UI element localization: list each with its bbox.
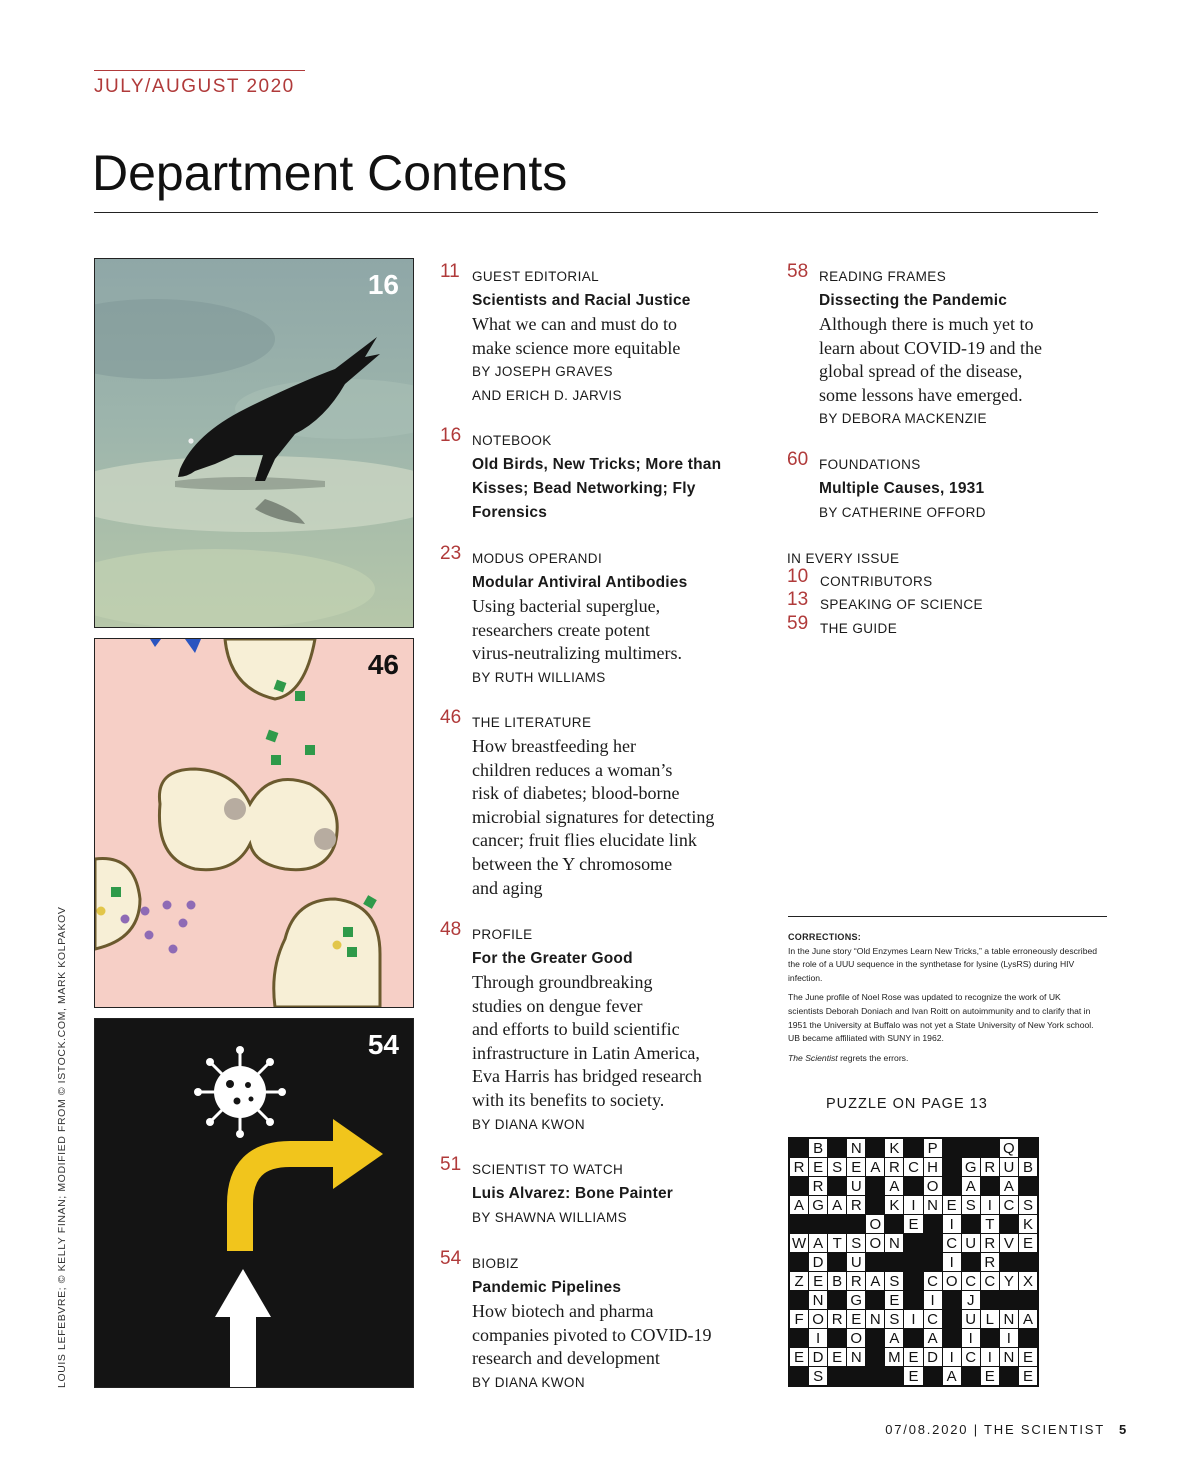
entry-desc: and aging (472, 877, 543, 898)
issue-rule (94, 70, 305, 71)
corrections-regret: regrets the errors. (837, 1052, 909, 1063)
crossword-cell (828, 1253, 846, 1271)
crossword-cell: R (809, 1177, 827, 1195)
crossword-cell: T (981, 1215, 999, 1233)
crossword-cell (943, 1139, 961, 1157)
photo-cells (94, 638, 414, 1008)
entry-desc: What we can and must do to (472, 314, 677, 334)
crossword-cell (828, 1367, 846, 1385)
crossword-cell: I (904, 1196, 922, 1214)
crossword-cell (904, 1272, 922, 1290)
entry-byline: BY JOSEPH GRAVES (472, 364, 613, 380)
entry-headline: Multiple Causes, 1931 (819, 480, 985, 497)
entry-notebook[interactable] (440, 425, 750, 547)
crossword-cell: R (790, 1158, 808, 1176)
crossword-cell (1000, 1215, 1018, 1233)
crossword-cell: I (981, 1348, 999, 1366)
crossword-cell (924, 1215, 942, 1233)
crossword-cell: B (809, 1139, 827, 1157)
crossword-cell: I (943, 1253, 961, 1271)
crossword-cell: A (1000, 1177, 1018, 1195)
crossword-cell: V (1000, 1234, 1018, 1252)
crossword-cell: E (1019, 1348, 1037, 1366)
every-issue-title: THE GUIDE (820, 620, 898, 636)
entry-section: PROFILE (472, 927, 533, 942)
crossword-cell: E (828, 1348, 846, 1366)
entry-desc: research and development (472, 1348, 660, 1369)
crossword-cell (866, 1367, 884, 1385)
crossword-cell: O (924, 1177, 942, 1195)
entry-section: THE LITERATURE (472, 715, 592, 730)
corrections-paragraph (788, 1052, 1098, 1066)
crossword-cell (885, 1215, 903, 1233)
crossword-cell: G (809, 1196, 827, 1214)
crossword-cell (866, 1196, 884, 1214)
crossword-cell: J (962, 1291, 980, 1309)
crow-illustration (95, 259, 413, 627)
entry-desc: How breastfeeding her (472, 736, 636, 756)
crossword-cell: C (924, 1272, 942, 1290)
crossword-cell (866, 1139, 884, 1157)
crossword-cell: U (962, 1234, 980, 1252)
entry-page: 16 (440, 425, 462, 446)
crossword-cell: E (809, 1272, 827, 1290)
crossword-cell: K (1019, 1215, 1037, 1233)
entry-headline: Old Birds, New Tricks; More than (472, 456, 722, 473)
crossword-cell: A (962, 1177, 980, 1195)
crossword-cell: B (1019, 1158, 1037, 1176)
contents-column-right (787, 261, 1107, 640)
entry-desc: between the Y chromosome (472, 853, 673, 874)
crossword-cell: N (847, 1139, 865, 1157)
entry-page: 54 (440, 1248, 462, 1269)
crossword-cell: N (885, 1234, 903, 1252)
entry-byline: BY RUTH WILLIAMS (472, 669, 606, 685)
entry-the-literature[interactable] (440, 707, 750, 923)
crossword-cell (962, 1139, 980, 1157)
crossword-cell (790, 1215, 808, 1233)
title-rule (94, 212, 1098, 213)
crossword-cell: E (1019, 1367, 1037, 1385)
crossword-cell (1019, 1253, 1037, 1271)
crossword-cell: C (924, 1310, 942, 1328)
crossword-cell: R (981, 1234, 999, 1252)
entry-section: MODUS OPERANDI (472, 551, 603, 566)
crossword-cell: E (847, 1158, 865, 1176)
crossword-cell (924, 1234, 942, 1252)
crossword-cell (790, 1139, 808, 1157)
entry-headline: Forensics (472, 504, 548, 521)
corrections-magazine-name: The Scientist (788, 1052, 838, 1063)
every-issue-page: 10 (787, 566, 809, 587)
puzzle-label: PUZZLE ON PAGE 13 (826, 1096, 988, 1112)
entry-desc: studies on dengue fever (472, 995, 643, 1016)
crossword-cell: U (1000, 1158, 1018, 1176)
crossword-cell (790, 1367, 808, 1385)
entry-desc: learn about COVID-19 and the (819, 337, 1042, 358)
crossword-cell: A (828, 1196, 846, 1214)
crossword-cell: C (904, 1158, 922, 1176)
corrections-title: CORRECTIONS: (788, 932, 862, 942)
entry-section: GUEST EDITORIAL (472, 269, 600, 284)
crossword-cell: L (981, 1310, 999, 1328)
entry-desc: risk of diabetes; blood-borne (472, 783, 680, 804)
corrections-paragraph: The June profile of Noel Rose was updated to recognize the work of UK scientists Deborah Doniach and Ivan Roitt on autoimmunity and to clarify that in 1951 the University at Buffalo was not yet a State University of New York school. UB became affiliated with SUNY in 1962. (788, 992, 1094, 1044)
crossword-cell: M (885, 1348, 903, 1366)
entry-desc: Although there is much yet to (819, 314, 1034, 334)
crossword-cell: N (866, 1310, 884, 1328)
footer-issue: 07/08.2020 | THE SCIENTIST (885, 1422, 1105, 1437)
entry-desc: and efforts to build scientific (472, 1019, 680, 1040)
every-issue-title: SPEAKING OF SCIENCE (820, 597, 983, 613)
crossword-cell: R (981, 1158, 999, 1176)
entry-section: NOTEBOOK (472, 433, 552, 448)
crossword-cell: D (809, 1348, 827, 1366)
crossword-cell: E (790, 1348, 808, 1366)
entry-desc: children reduces a woman’s (472, 759, 673, 780)
crossword-cell (981, 1291, 999, 1309)
entry-guest-editorial[interactable] (440, 261, 750, 429)
crossword-cell: E (943, 1196, 961, 1214)
crossword-cell: S (962, 1196, 980, 1214)
every-issue-page: 59 (787, 612, 809, 634)
page-title: Department Contents (92, 145, 568, 201)
crossword-cell (828, 1329, 846, 1347)
crossword-cell: O (943, 1272, 961, 1290)
corrections-paragraph: In the June story “Old Enzymes Learn New Tricks,” a table erroneously described the role of a UUU sequence in the synthetase for lysine (LysRS) during HIV infection. (788, 945, 1098, 983)
entry-foundations[interactable] (787, 449, 1107, 547)
crossword-cell: G (847, 1291, 865, 1309)
crossword-cell (1019, 1329, 1037, 1347)
contents-column-left (440, 261, 750, 1392)
crossword-cell: S (1019, 1196, 1037, 1214)
crossword-cell: A (809, 1234, 827, 1252)
issue-date: JULY/AUGUST 2020 (94, 76, 295, 97)
crossword-cell (809, 1215, 827, 1233)
crossword-cell: N (1000, 1310, 1018, 1328)
entry-page: 23 (440, 543, 462, 564)
entry-section: FOUNDATIONS (819, 457, 921, 472)
crossword-cell (790, 1329, 808, 1347)
crossword-cell: D (924, 1348, 942, 1366)
entry-section: SCIENTIST TO WATCH (472, 1162, 624, 1177)
photo-page-16: 16 (367, 269, 399, 300)
crossword-cell: Q (1000, 1139, 1018, 1157)
crossword-cell: X (1019, 1272, 1037, 1290)
crossword-cell: R (847, 1272, 865, 1290)
crossword-cell (962, 1253, 980, 1271)
crossword-cell: C (962, 1272, 980, 1290)
crossword-cell: A (790, 1196, 808, 1214)
crossword-cell (885, 1367, 903, 1385)
photo-credit: LOUIS LEFEBVRE; © KELLY FINAN; MODIFIED FROM © ISTOCK.COM, MARK KOLPAKOV (56, 906, 68, 1388)
crossword-cell: C (962, 1348, 980, 1366)
entry-page: 11 (440, 261, 460, 282)
entry-section: READING FRAMES (819, 269, 947, 284)
crossword-cell (885, 1253, 903, 1271)
crossword-cell: S (828, 1158, 846, 1176)
crossword-cell: S (847, 1234, 865, 1252)
entry-page: 60 (787, 449, 809, 470)
crossword-cell: I (943, 1215, 961, 1233)
entry-byline: BY DEBORA MACKENZIE (819, 411, 987, 427)
entry-desc: cancer; fruit flies elucidate link (472, 830, 697, 851)
crossword-cell: U (847, 1253, 865, 1271)
crossword-cell (828, 1177, 846, 1195)
crossword-cell (847, 1367, 865, 1385)
crossword-cell: A (866, 1158, 884, 1176)
crossword-cell (924, 1367, 942, 1385)
every-issue-page: 13 (787, 589, 809, 611)
crossword-cell: K (885, 1139, 903, 1157)
entry-page: 48 (440, 919, 462, 940)
crossword-cell: C (981, 1272, 999, 1290)
crossword-cell: A (924, 1329, 942, 1347)
crossword-cell: B (828, 1272, 846, 1290)
crossword-cell (828, 1291, 846, 1309)
crossword-cell (904, 1291, 922, 1309)
crossword-cell: H (924, 1158, 942, 1176)
entry-modus-operandi[interactable] (440, 543, 750, 711)
entry-biobiz[interactable] (440, 1248, 750, 1392)
crossword-cell (866, 1253, 884, 1271)
crossword-cell: N (847, 1348, 865, 1366)
crossword-cell: E (904, 1367, 922, 1385)
entry-headline: Scientists and Racial Justice (472, 292, 691, 309)
crossword-cell (943, 1158, 961, 1176)
crossword-cell (1019, 1291, 1037, 1309)
entry-page: 51 (440, 1154, 462, 1175)
entry-headline: Dissecting the Pandemic (819, 292, 1008, 309)
pivot-illustration (95, 1019, 413, 1387)
entry-desc: How biotech and pharma (472, 1301, 654, 1321)
crossword-cell: U (847, 1177, 865, 1195)
crossword-cell (866, 1348, 884, 1366)
crossword-cell: E (904, 1215, 922, 1233)
crossword-cell (828, 1139, 846, 1157)
entry-desc: researchers create potent (472, 619, 650, 640)
entry-reading-frames[interactable] (787, 261, 1107, 453)
entry-byline: BY SHAWNA WILLIAMS (472, 1210, 627, 1225)
crossword-cell (866, 1291, 884, 1309)
crossword-cell (1000, 1291, 1018, 1309)
every-issue-title: CONTRIBUTORS (820, 574, 933, 589)
every-issue-item[interactable] (787, 612, 1107, 640)
entry-section: BIOBIZ (472, 1256, 519, 1271)
crossword-cell: I (904, 1310, 922, 1328)
entry-headline: For the Greater Good (472, 950, 633, 967)
crossword-cell: O (866, 1215, 884, 1233)
crossword-cell: C (1000, 1196, 1018, 1214)
crossword-cell (981, 1329, 999, 1347)
crossword-cell (866, 1177, 884, 1195)
crossword-cell (828, 1215, 846, 1233)
crossword-cell (962, 1367, 980, 1385)
crossword-cell: S (885, 1310, 903, 1328)
crossword-cell (981, 1177, 999, 1195)
entry-desc: microbial signatures for detecting (472, 806, 715, 827)
crossword-grid (788, 1137, 1039, 1387)
corrections (788, 931, 1098, 1071)
corrections-rule (788, 916, 1107, 917)
entry-page: 58 (787, 261, 809, 282)
crossword-cell: D (809, 1253, 827, 1271)
crossword-cell: O (809, 1310, 827, 1328)
crossword-cell (904, 1139, 922, 1157)
crossword-cell (904, 1234, 922, 1252)
crossword-cell: I (943, 1348, 961, 1366)
crossword-cell (1019, 1139, 1037, 1157)
entry-desc: make science more equitable (472, 337, 681, 358)
entry-byline: BY CATHERINE OFFORD (819, 505, 986, 520)
entry-desc: with its benefits to society. (472, 1089, 665, 1110)
every-issue-label: IN EVERY ISSUE (787, 551, 900, 566)
crossword-cell: O (866, 1234, 884, 1252)
crossword-cell: S (809, 1367, 827, 1385)
crossword-cell: R (981, 1253, 999, 1271)
crossword-cell (1019, 1177, 1037, 1195)
crossword-cell: K (885, 1196, 903, 1214)
crossword-cell (790, 1253, 808, 1271)
crossword-cell: T (828, 1234, 846, 1252)
footer (885, 1422, 1128, 1437)
crossword-cell (943, 1310, 961, 1328)
page-number: 5 (1118, 1422, 1128, 1437)
photo-page-46: 46 (367, 649, 399, 680)
crossword-cell: P (924, 1139, 942, 1157)
crossword-cell: E (809, 1158, 827, 1176)
crossword-cell (790, 1291, 808, 1309)
crossword-cell: Y (1000, 1272, 1018, 1290)
crossword-cell: C (943, 1234, 961, 1252)
crossword-cell: R (847, 1196, 865, 1214)
crossword-cell: W (791, 1234, 807, 1252)
crossword-cell: Z (790, 1272, 808, 1290)
crossword-cell (943, 1329, 961, 1347)
entry-desc: Using bacterial superglue, (472, 596, 661, 616)
crossword-cell: N (1000, 1348, 1018, 1366)
crossword-cell: N (924, 1196, 942, 1214)
entry-byline: BY DIANA KWON (472, 1374, 585, 1390)
crossword-cell: I (981, 1196, 999, 1214)
crossword-cell: N (809, 1291, 827, 1309)
every-issue-item[interactable] (787, 566, 1107, 593)
every-issue (787, 547, 1107, 640)
crossword-cell: E (981, 1367, 999, 1385)
entry-desc: companies pivoted to COVID-19 (472, 1324, 712, 1345)
entry-desc: infrastructure in Latin America, (472, 1042, 700, 1063)
entry-headline: Pandemic Pipelines (472, 1279, 622, 1296)
crossword-cell (962, 1215, 980, 1233)
crossword-cell: E (904, 1348, 922, 1366)
entry-desc: Through groundbreaking (472, 972, 653, 992)
crossword-cell: R (885, 1158, 903, 1176)
photo-crow (94, 258, 414, 628)
crossword-cell: F (790, 1310, 808, 1328)
entry-desc: Eva Harris has bridged research (472, 1066, 702, 1087)
entry-desc: global spread of the disease, (819, 361, 1023, 382)
crossword-cell (904, 1177, 922, 1195)
entry-headline: Modular Antiviral Antibodies (472, 574, 688, 591)
crossword-cell: A (866, 1272, 884, 1290)
entry-desc: virus-neutralizing multimers. (472, 643, 682, 664)
crossword-cell: A (885, 1177, 903, 1195)
crossword-cell (943, 1177, 961, 1195)
entry-headline: Kisses; Bead Networking; Fly (472, 480, 696, 497)
crossword-cell: I (962, 1329, 980, 1347)
entry-desc: some lessons have emerged. (819, 384, 1023, 405)
crossword-cell (924, 1253, 942, 1271)
crossword-cell (1000, 1253, 1018, 1271)
crossword-cell (847, 1215, 865, 1233)
crossword-cell (904, 1329, 922, 1347)
crossword-cell: I (1000, 1329, 1018, 1347)
crossword-cell (1000, 1367, 1018, 1385)
crossword-cell: O (847, 1329, 865, 1347)
entry-scientist-to-watch[interactable] (440, 1154, 750, 1252)
crossword-cell: A (1019, 1310, 1037, 1328)
entry-headline: Luis Alvarez: Bone Painter (472, 1185, 674, 1202)
crossword-cell: G (962, 1158, 980, 1176)
entry-byline: BY DIANA KWON (472, 1116, 585, 1132)
crossword-cell (904, 1253, 922, 1271)
photo-pivot (94, 1018, 414, 1388)
crossword-cell: U (962, 1310, 980, 1328)
crossword-cell: E (885, 1291, 903, 1309)
crossword-cell (790, 1177, 808, 1195)
entry-byline: AND ERICH D. JARVIS (472, 388, 622, 404)
crossword-cell: E (847, 1310, 865, 1328)
crossword-cell (943, 1291, 961, 1309)
crossword-cell (981, 1139, 999, 1157)
crossword-cell: A (885, 1329, 903, 1347)
crossword-cell: A (943, 1367, 961, 1385)
entry-page: 46 (440, 707, 462, 728)
entry-profile[interactable] (440, 919, 750, 1158)
cells-illustration (95, 639, 413, 1007)
crossword-cell: E (1019, 1234, 1037, 1252)
crossword-cell: S (885, 1272, 903, 1290)
crossword-cell: R (828, 1310, 846, 1328)
crossword-cell: I (924, 1291, 942, 1309)
crossword-cell (866, 1329, 884, 1347)
every-issue-item[interactable] (787, 589, 1107, 616)
photo-page-54: 54 (367, 1029, 399, 1060)
crossword-cell: I (809, 1329, 827, 1347)
